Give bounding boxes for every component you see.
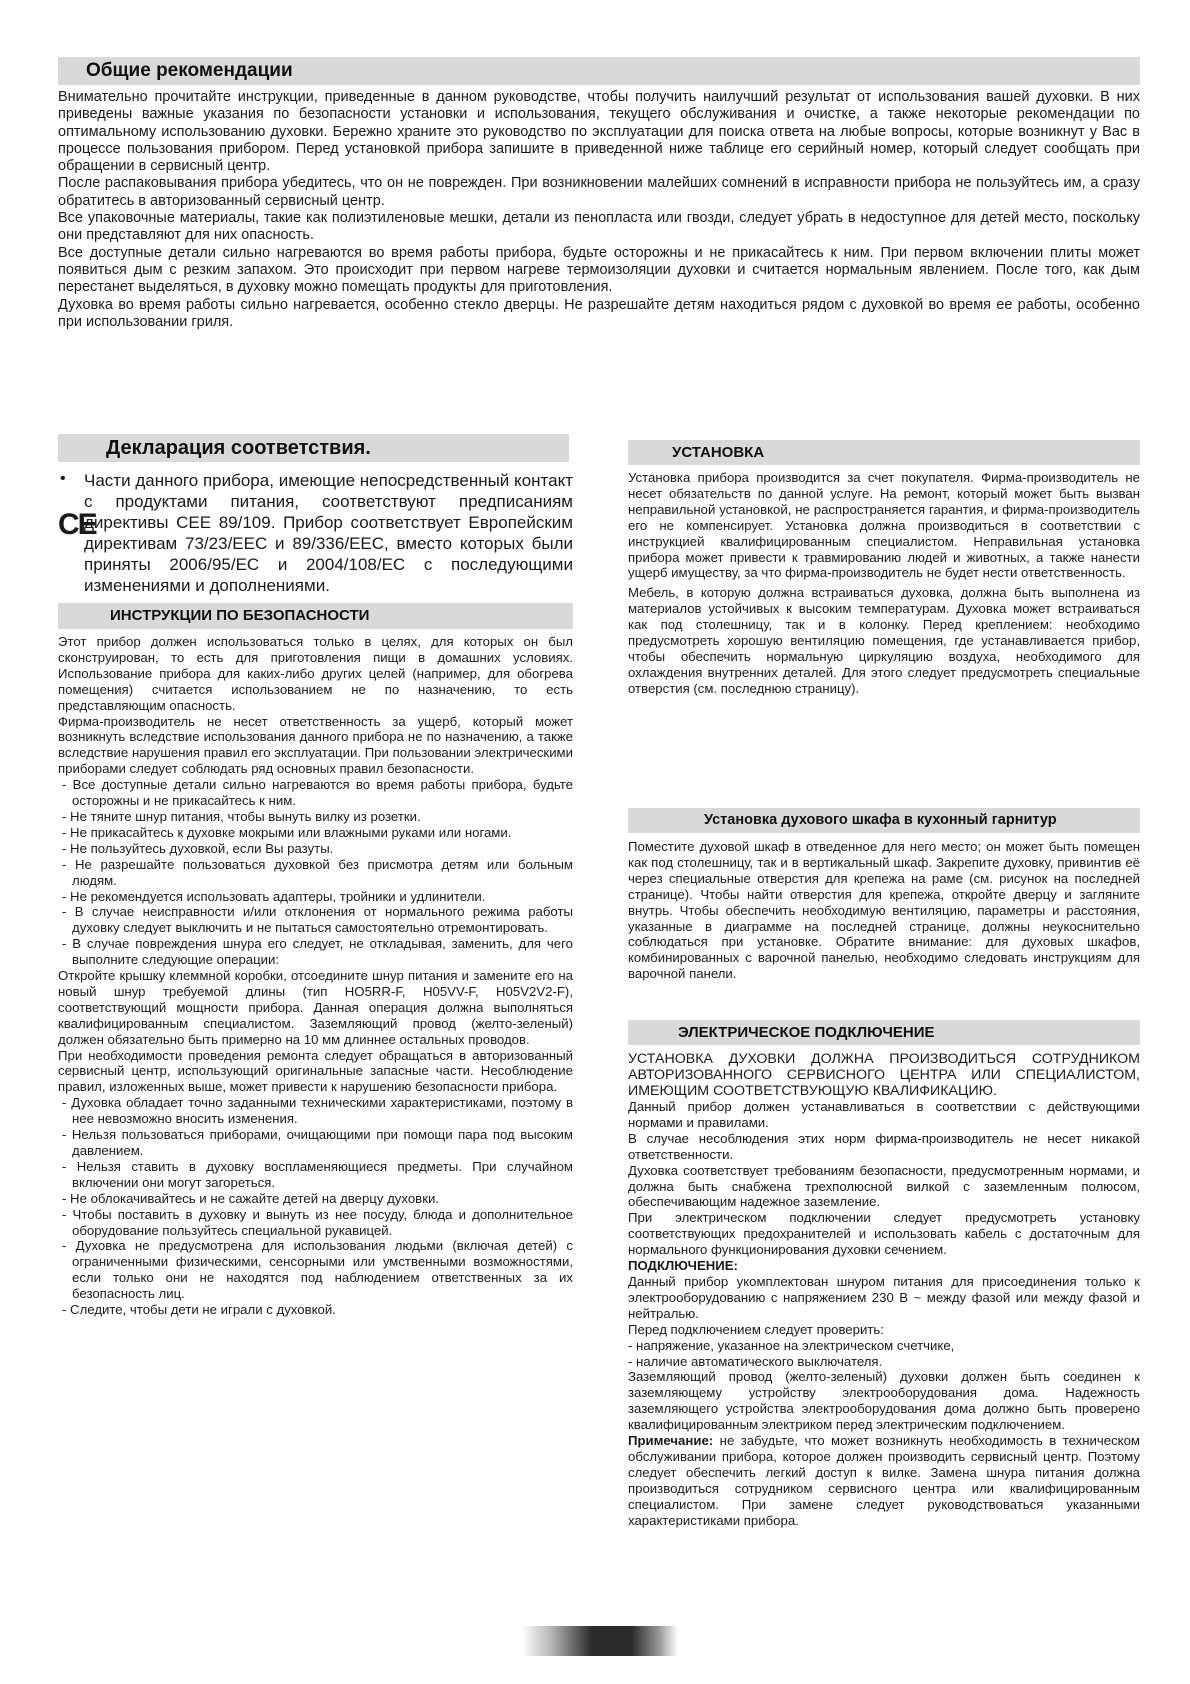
ce-mark-icon: CE [58, 508, 96, 541]
electrical-note [628, 1433, 1140, 1528]
electrical-paragraph: В случае несоблюдения этих норм фирма-производитель не несет никакой ответственности. [628, 1130, 1140, 1162]
general-paragraph: После распаковывания прибора убедитесь, что он не поврежден. При возникновении малейших сомнений в исправности прибора не пользуйтесь им, а сразу обратитесь в авторизованный сервисный центр. [58, 175, 1140, 209]
safety-list-item: - Не разрешайте пользоваться духовкой без присмотра детям или больным людям. [62, 856, 573, 888]
electrical-heading: ЭЛЕКТРИЧЕСКОЕ ПОДКЛЮЧЕНИЕ [628, 1020, 1140, 1045]
kitchen-installation-heading: Установка духового шкафа в кухонный гарнитур [628, 808, 1140, 833]
safety-list-item: - Не рекомендуется использовать адаптеры, тройники и удлинители. [62, 888, 486, 904]
declaration-block [58, 470, 573, 595]
installation-text [628, 470, 1140, 701]
safety-list-item: - Чтобы поставить в духовку и вынуть из нее посуду, блюда и дополнительное оборудование пользуйтесь специальной рукавицей. [62, 1206, 573, 1238]
electrical-check-item: - напряжение, указанное на электрическом счетчике, [628, 1337, 955, 1353]
safety-list-item: - Не облокачивайтесь и не сажайте детей на дверцу духовки. [62, 1190, 439, 1206]
general-paragraph: Внимательно прочитайте инструкции, приведенные в данном руководстве, чтобы получить наилучший результат от использования вашей духовки. В них приведены важные указания по безопасности установки и использования, текущего обслуживания и очистке, а также некоторые рекомендации по оптимальному использованию духовки. Бережно храните это руководство по эксплуатации для поиска ответа на любые вопросы, которые возникнут у Вас в процессе пользования прибором. Перед установкой прибора запишите в приведенной ниже таблице его серийный номер, который следует сообщать при обращении в сервисный центр. [58, 89, 1140, 175]
electrical-paragraph: Духовка соответствует требованиям безопасности, предусмотренным нормами, и должна быть снабжена трехполюсной вилкой с заземленным полюсом, обеспечивающим надежное заземление. [628, 1162, 1140, 1210]
installation-heading: УСТАНОВКА [628, 440, 1140, 465]
electrical-text [628, 1051, 1140, 1528]
safety-list-item: - Не тяните шнур питания, чтобы вынуть вилку из розетки. [62, 808, 421, 824]
declaration-text: Части данного прибора, имеющие непосредственный контакт с продуктами питания, соответствуют предписаниям директивы CEE 89/109. Прибор соответствует Европейским директивам 73/23/EEC и 89/336/EEC, вместо которых были приняты 2006/95/EC и 2004/108/EC с последующими изменениями и дополнениями. [84, 471, 573, 595]
general-heading: Общие рекомендации [58, 57, 1140, 85]
safety-heading: ИНСТРУКЦИИ ПО БЕЗОПАСНОСТИ [58, 603, 573, 629]
page-number-tab [522, 1626, 678, 1656]
electrical-paragraph: Данный прибор должен устанавливаться в соответствии с действующими нормами и правилами. [628, 1099, 1140, 1130]
safety-paragraph: При необходимости проведения ремонта следует обращаться в авторизованный сервисный центр, использующий оригинальные запасные части. Несоблюдение правил, изложенных выше, может привести к нарушению безопасности прибора. [58, 1047, 573, 1095]
general-text [58, 89, 1140, 331]
connection-heading: ПОДКЛЮЧЕНИЕ: [628, 1258, 738, 1274]
general-paragraph: Все доступные детали сильно нагреваются во время работы прибора, будьте осторожны и не прикасайтесь к ним. При первом включении плиты может появиться дым с резким запахом. Это происходит при первом нагреве термоизоляции духовки и считается нормальным явлением. После того, как дым перестанет выделяться, в духовку можно помещать продукты для приготовления. [58, 244, 1140, 296]
installation-paragraph: Установка прибора производится за счет покупателя. Фирма-производитель не несет обязательств по данной услуге. На ремонт, который может быть вызван неправильной установкой, не распространяется гарантия, и фирма-производитель его не компенсирует. Установка должна производиться в соответствии с инструкцией квалифицированным специалистом. Неправильная установка прибора может привести к травмированию людей и животных, а также нанести ущерб имуществу, за что фирма-производитель не будет нести ответственность. [628, 470, 1140, 581]
safety-list-item: - Нельзя ставить в духовку воспламеняющиеся предметы. При случайном включении они могут загореться. [62, 1158, 573, 1190]
safety-list-item: - Не прикасайтесь к духовке мокрыми или влажными руками или ногами. [62, 824, 512, 840]
electrical-paragraph: При электрическом подключении следует предусмотреть установку соответствующих предохранителей и использовать кабель с достаточным для нормального функционирования духовки сечением. [628, 1210, 1140, 1258]
safety-paragraph: Этот прибор должен использоваться только в целях, для которых он был сконструирован, то есть для приготовления пищи в домашних условиях. Использование прибора для каких-либо других целей (например, для обогрева помещения) считается использованием не по назначению, то есть представляющим опасность. [58, 634, 573, 713]
electrical-warning: УСТАНОВКА ДУХОВКИ ДОЛЖНА ПРОИЗВОДИТЬСЯ СОТРУДНИКОМ АВТОРИЗОВАННОГО СЕРВИСНОГО ЦЕНТРА ИЛИ СПЕЦИАЛИСТОМ, ИМЕЮЩИМ СООТВЕТСТВУЮЩУЮ КВАЛИФИКАЦИЮ. [628, 1051, 1140, 1099]
safety-list-item: - Духовка не предусмотрена для использования людьми (включая детей) с ограниченными физическими, сенсорными или умственными возможностями, если только они не находятся под наблюдением ответственных за их безопасность лиц. [62, 1238, 573, 1302]
electrical-check-item: - наличие автоматического выключателя. [628, 1353, 883, 1369]
electrical-paragraph: Заземляющий провод (желто-зеленый) духовки должен быть соединен к заземляющему устройству электрооборудования дома. Надежность заземляющего устройства электрооборудования дома должно быть проверено квалифицированным электриком перед электрическим подключением. [628, 1369, 1140, 1433]
electrical-paragraph: Данный прибор укомплектован шнуром питания для присоединения только к электрооборудованию с напряжением 230 В ~ между фазой или между фазой и нейтралью. [628, 1273, 1140, 1321]
note-label: Примечание: [628, 1433, 714, 1449]
general-paragraph: Духовка во время работы сильно нагревается, особенно стекло дверцы. Не разрешайте детям находиться рядом с духовкой во время ее работы, особенно при использовании гриля. [58, 296, 1140, 330]
safety-list-item: - В случае неисправности и/или отклонения от нормального режима работы духовку следует выключить и не пытаться самостоятельно отремонтировать. [62, 904, 573, 936]
safety-paragraph: Фирма-производитель не несет ответственность за ущерб, который может возникнуть вследствие использования данного прибора не по назначению, а также вследствие нарушения правил его эксплуатации. При пользовании электрическими приборами следует соблюдать ряд основных правил безопасности. [58, 713, 573, 777]
safety-list-item: - Не пользуйтесь духовкой, если Вы разуты. [62, 840, 334, 856]
safety-list-item: - Нельзя пользоваться приборами, очищающими при помощи пара под высоким давлением. [62, 1127, 573, 1158]
safety-list-item: - Все доступные детали сильно нагреваются во время работы прибора, будьте осторожны и не прикасайтесь к ним. [62, 777, 573, 809]
general-paragraph: Все упаковочные материалы, такие как полиэтиленовые мешки, детали из пенопласта или гвозди, следует убрать в недоступное для детей место, поскольку они представляют для них опасность. [58, 210, 1140, 244]
safety-paragraph: Откройте крышку клеммной коробки, отсоедините шнур питания и замените его на новый шнур требуемой длины (тип HO5RR-F, H05VV-F, H05V2V2-F), соответствующий мощности прибора. Данная операция должна выполняться квалифицированным специалистом. Заземляющий провод (желто-зеленый) должен обязательно быть примерно на 10 мм длиннее остальных проводов. [58, 968, 573, 1047]
bullet-icon: • [60, 470, 66, 487]
note-text: не забудьте, что может возникнуть необходимость в техническом обслуживании прибора, которое должен производить сервисный центр. Поэтому следует обеспечить легкий доступ к вилке. Замена шнура питания должна производиться сотрудником сервисного центра или квалифицированным специалистом. При замене следует руководствоваться указанными характеристиками прибора. [628, 1433, 1140, 1528]
safety-list-item: - В случае повреждения шнура его следует, не откладывая, заменить, для чего выполните следующие операции: [62, 936, 573, 968]
safety-list-item: - Духовка обладает точно заданными техническими характеристиками, поэтому в нее невозможно вносить изменения. [62, 1095, 573, 1127]
installation-paragraph: Мебель, в которую должна встраиваться духовка, должна быть выполнена из материалов устойчивых к высоким температурам. Духовка может встраиваться как под столешницу, так и в колонку. Перед креплением: необходимо предусмотреть хорошую вентиляцию помещения, где устанавливается прибор, чтобы обеспечить нормальную циркуляцию воздуха, необходимого для охлаждения внутренних деталей. Для этого следует предусмотреть специальные отверстия (см. последнюю страницу). [628, 585, 1140, 696]
kitchen-installation-text [628, 839, 1140, 982]
declaration-heading: Декларация соответствия. [58, 434, 569, 462]
electrical-paragraph: Перед подключением следует проверить: [628, 1321, 884, 1337]
safety-text [58, 634, 573, 1318]
kitchen-paragraph: Поместите духовой шкаф в отведенное для него место; он может быть помещен как под столешницу, так и в вертикальный шкаф. Закрепите духовку, привинтив её через специальные отверстия для крепежа на раме (см. рисунок на последней странице). Чтобы найти отверстия для крепежа, откройте дверцу и загляните внутрь. Чтобы обеспечить необходимую вентиляцию, параметры и расстояния, указанные в диаграмме на последней странице, должны неукоснительно соблюдаться при установке. Обратите внимание: для духовых шкафов, комбинированных с варочной панелью, необходимо следовать инструкциям для варочной панели. [628, 839, 1140, 982]
safety-list-item: - Следите, чтобы дети не играли с духовкой. [62, 1302, 336, 1318]
